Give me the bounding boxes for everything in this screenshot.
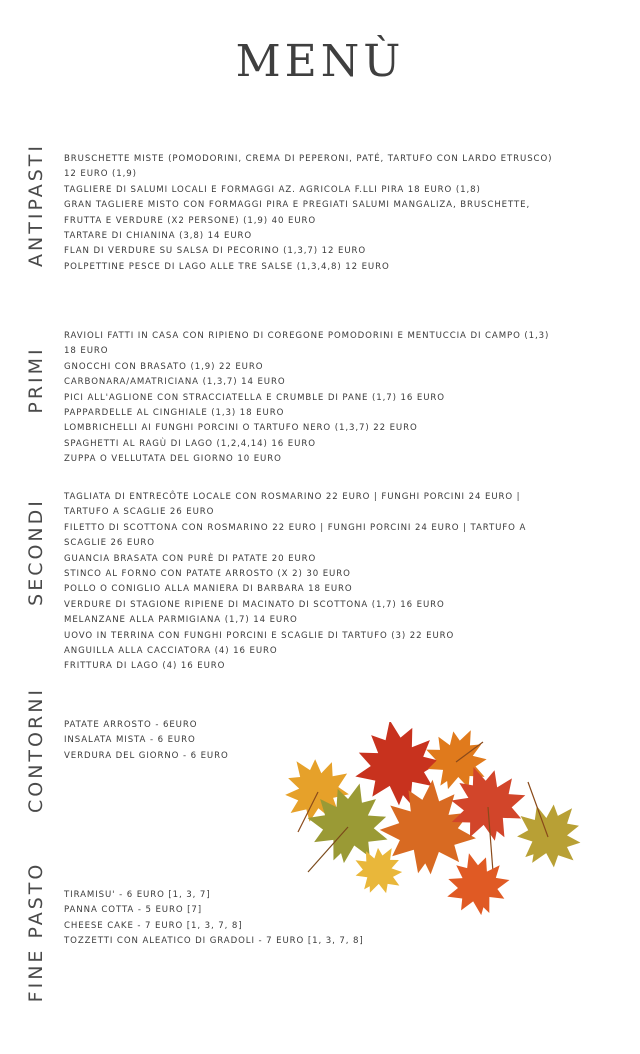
- menu-item: INSALATA MISTA - 6 EURO: [64, 735, 196, 746]
- menu-item: FRITTURA DI LAGO (4) 16 EURO: [64, 661, 226, 672]
- menu-item: ZUPPA O VELLUTATA DEL GIORNO 10 EURO: [64, 454, 282, 465]
- section-label-primi: PRIMI: [25, 346, 47, 414]
- menu-item: PATATE ARROSTO - 6EURO: [64, 720, 198, 730]
- menu-title: MENÙ: [235, 36, 405, 87]
- menu-item: TOZZETTI CON ALEATICO DI GRADOLI - 7 EURO [1, 3, 7, 8]: [64, 936, 364, 947]
- menu-item: TARTARE DI CHIANINA (3,8) 14 EURO: [64, 231, 253, 242]
- menu-item: VERDURE DI STAGIONE RIPIENE DI MACINATO DI SCOTTONA (1,7) 16 EURO: [64, 599, 445, 610]
- menu-item: GNOCCHI CON BRASATO (1,9) 22 EURO: [64, 361, 264, 372]
- menu-item: VERDURA DEL GIORNO - 6 EURO: [64, 750, 229, 761]
- primi-list: [64, 329, 564, 468]
- menu-item: CARBONARA/AMATRICIANA (1,3,7) 14 EURO: [64, 377, 286, 388]
- menu-item: ANGUILLA ALLA CACCIATORA (4) 16 EURO: [64, 646, 278, 657]
- autumn-leaves-decoration: [278, 722, 600, 922]
- menu-item: POLLO O CONIGLIO ALLA MANIERA DI BARBARA 18 EURO: [64, 584, 353, 595]
- menu-item: MELANZANE ALLA PARMIGIANA (1,7) 14 EURO: [64, 615, 298, 626]
- menu-item: TAGLIERE DI SALUMI LOCALI E FORMAGGI AZ. AGRICOLA F.LLI PIRA 18 EURO (1,8): [64, 184, 481, 195]
- menu-item: LOMBRICHELLI AI FUNGHI PORCINI O TARTUFO NERO (1,3,7) 22 EURO: [64, 423, 418, 434]
- menu-item: RAVIOLI FATTI IN CASA CON RIPIENO DI COREGONE POMODORINI E MENTUCCIA DI CAMPO (1,3) 18 EURO: [64, 331, 550, 357]
- antipasti-list: [64, 152, 564, 275]
- menu-item: BRUSCHETTE MISTE (POMODORINI, CREMA DI PEPERONI, PATÉ, TARTUFO CON LARDO ETRUSCO) 12 EURO (1,9): [64, 154, 553, 180]
- section-label-contorni: CONTORNI: [25, 686, 47, 814]
- section-label-secondi: SECONDI: [25, 498, 47, 606]
- menu-item: UOVO IN TERRINA CON FUNGHI PORCINI E SCAGLIE DI TARTUFO (3) 22 EURO: [64, 630, 455, 641]
- section-label-fine-pasto: FINE PASTO: [25, 861, 47, 1003]
- menu-item: POLPETTINE PESCE DI LAGO ALLE TRE SALSE (1,3,4,8) 12 EURO: [64, 261, 390, 272]
- menu-item: GRAN TAGLIERE MISTO CON FORMAGGI PIRA E PREGIATI SALUMI MANGALIZA, BRUSCHETTE, FRUTTA E VERDURE (X2 PERSONE) (1,9) 40 EURO: [64, 200, 531, 226]
- menu-item: GUANCIA BRASATA CON PURÈ DI PATATE 20 EURO: [64, 553, 317, 564]
- secondi-list: [64, 490, 564, 675]
- menu-item: TIRAMISU' - 6 EURO [1, 3, 7]: [64, 890, 211, 900]
- menu-item: SPAGHETTI AL RAGÙ DI LAGO (1,2,4,14) 16 EURO: [64, 438, 316, 449]
- menu-item: PANNA COTTA - 5 EURO [7]: [64, 905, 203, 916]
- menu-item: FILETTO DI SCOTTONA CON ROSMARINO 22 EURO | FUNGHI PORCINI 24 EURO | TARTUFO A SCAGLIE 26 EURO: [64, 522, 527, 549]
- menu-item: PICI ALL'AGLIONE CON STRACCIATELLA E CRUMBLE DI PANE (1,7) 16 EURO: [64, 392, 445, 403]
- menu-item: CHEESE CAKE - 7 EURO [1, 3, 7, 8]: [64, 920, 243, 931]
- menu-item: FLAN DI VERDURE SU SALSA DI PECORINO (1,3,7) 12 EURO: [64, 246, 367, 257]
- menu-item: TAGLIATA DI ENTRECÔTE LOCALE CON ROSMARINO 22 EURO | FUNGHI PORCINI 24 EURO | TARTUFO A SCAGLIE 26 EURO: [64, 492, 521, 518]
- menu-item: STINCO AL FORNO CON PATATE ARROSTO (X 2) 30 EURO: [64, 569, 351, 580]
- section-label-antipasti: ANTIPASTI: [25, 143, 47, 267]
- menu-item: PAPPARDELLE AL CINGHIALE (1,3) 18 EURO: [64, 408, 285, 419]
